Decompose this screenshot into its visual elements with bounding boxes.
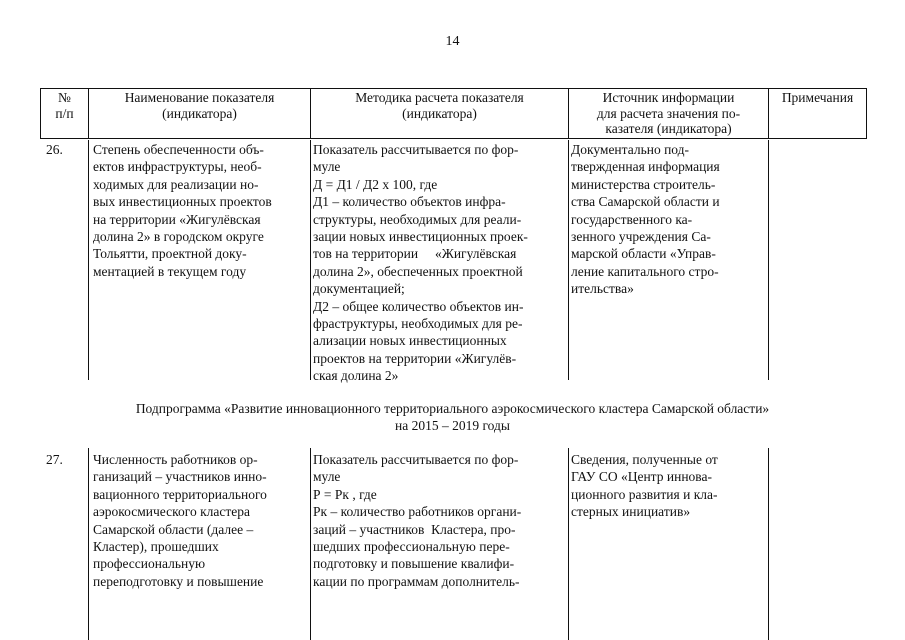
row26-indicator-name: Степень обеспеченности объ- ектов инфраструктуры, необ- ходимых для реализации но- вых инвестиционных проектов на территории «Жигулёвская долина 2» в городском округе Тольятти, проектной доку- ментацией в текущем году xyxy=(93,142,272,279)
row27-divider xyxy=(310,448,311,640)
page-number: 14 xyxy=(445,34,460,49)
row26-divider xyxy=(568,140,569,380)
row27-source: Сведения, полученные от ГАУ СО «Центр иннова- ционного развития и кла- стерных инициатив» xyxy=(571,452,718,520)
row26-source: Документально под- твержденная информация министерства строитель- ства Самарской области и государственного ка- зенного учреждения Са- марской области «Управ- ление капитального стро- ительства» xyxy=(571,142,720,297)
row27-indicator-name: Численность работников ор- ганизаций – участников инно- вационного территориального аэрокосмического кластера Самарской области (далее – Кластер), прошедших профессиональную переподготовку и повышение xyxy=(93,452,267,589)
row27-divider xyxy=(768,448,769,640)
row27-divider xyxy=(88,448,89,640)
col-num-header: № п/п xyxy=(41,89,89,139)
row27-method: Показатель рассчитывается по фор- муле Р = Рк , где Рк – количество работников органи- заций – участников Кластера, про- шедших профессиональную пере- подготовку и повышение квалифи- кации по программам дополнитель- xyxy=(313,452,522,589)
col-notes-header: Примечания xyxy=(769,89,867,139)
subprogram-title-line1: Подпрограмма «Развитие инновационного территориального аэрокосмического кластера Самарской области» xyxy=(135,401,770,416)
subprogram-title-line2: на 2015 – 2019 годы xyxy=(395,418,510,433)
row27-divider xyxy=(568,448,569,640)
indicator-table-header xyxy=(40,88,867,139)
row26-divider xyxy=(768,140,769,380)
col-name-header: Наименование показателя (индикатора) xyxy=(89,89,311,139)
row26-divider xyxy=(310,140,311,380)
row26-method: Показатель рассчитывается по фор- муле Д = Д1 / Д2 х 100, где Д1 – количество объектов инфра- структуры, необходимых для реали- зации новых инвестиционных проек- тов на территории «Жигулёвская долина 2», обеспеченных проектной документацией; Д2 – общее количество объектов ин- фраструктуры, необходимых для ре- ализации новых инвестиционных проектов на территории «Жигулёв- ская долина 2» xyxy=(313,142,528,384)
col-source-header: Источник информации для расчета значения по- казателя (индикатора) xyxy=(569,89,769,139)
row26-num: 26. xyxy=(46,142,63,157)
row27-num: 27. xyxy=(46,452,63,467)
subprogram-title xyxy=(0,400,905,434)
row26-divider xyxy=(88,140,89,380)
col-method-header: Методика расчета показателя (индикатора) xyxy=(311,89,569,139)
